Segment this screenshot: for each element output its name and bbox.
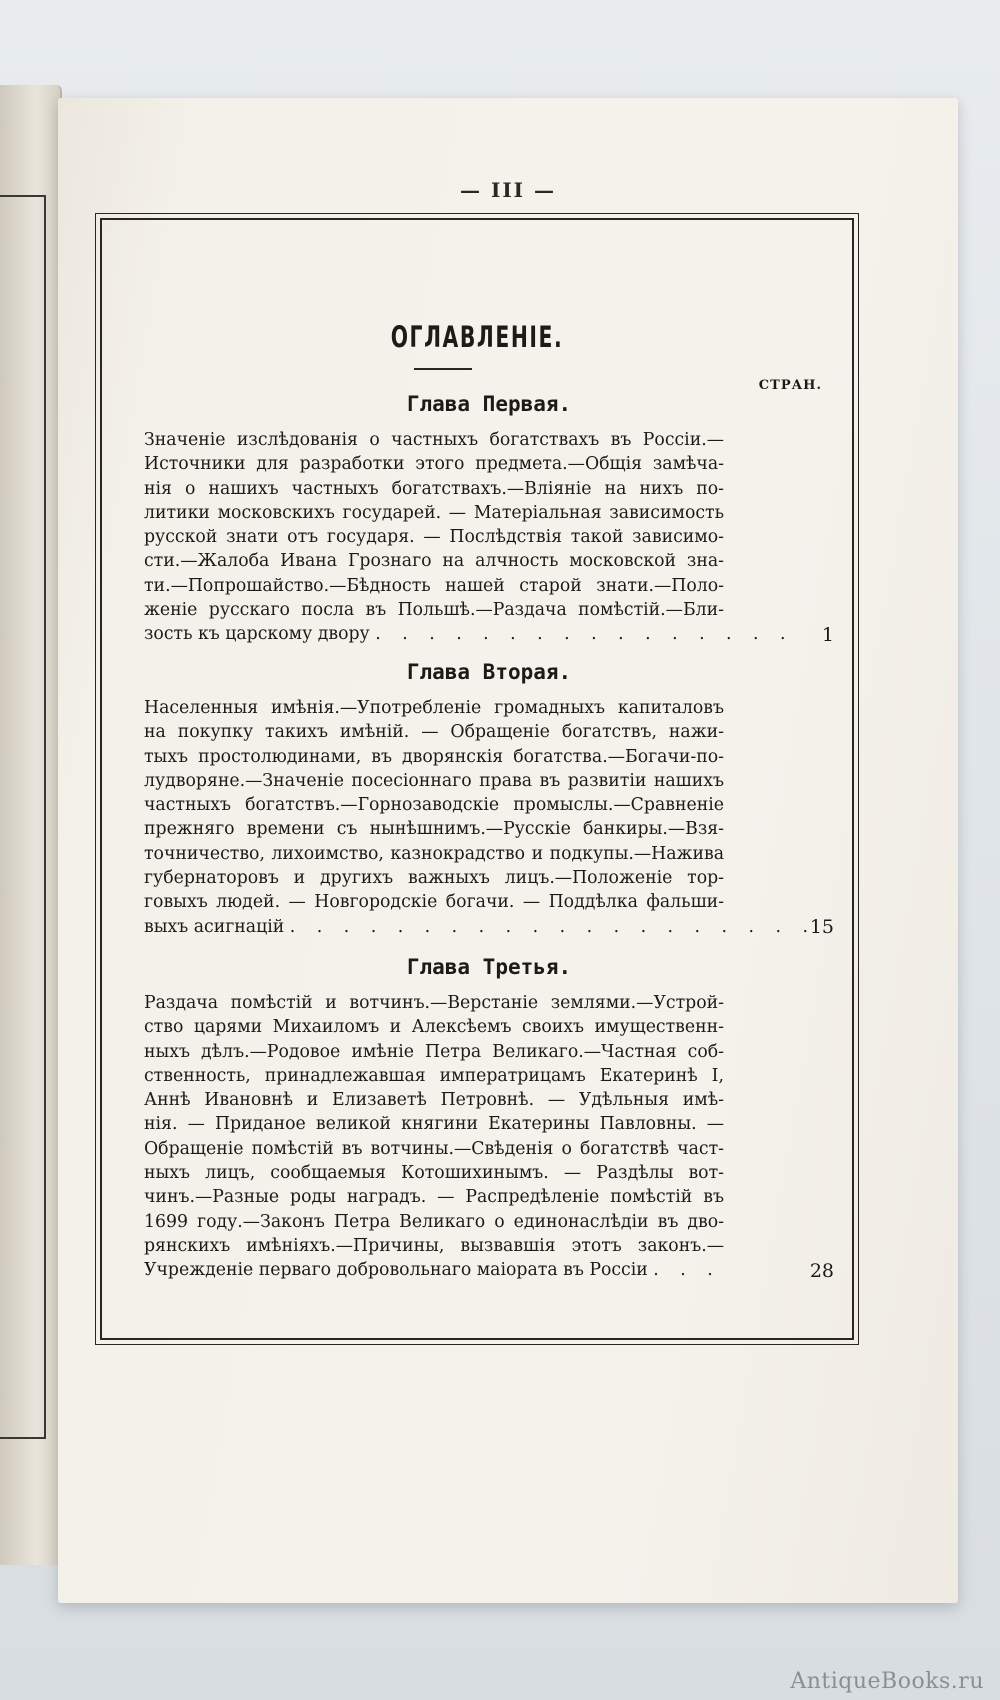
- chapter-page-number: 28: [809, 1259, 834, 1282]
- chapter-page-number: 15: [809, 915, 834, 938]
- summary-last-text: выхъ асигнацій: [144, 916, 285, 937]
- chapter-summary: [144, 428, 794, 647]
- summary-line: чинъ.—Разные роды наградъ. — Распредѣленіе помѣстій въ: [144, 1187, 724, 1208]
- summary-line: прежняго времени съ нынѣшнимъ.—Русскіе банкиры.—Взя-: [144, 819, 724, 840]
- summary-line: нія о нашихъ частныхъ богатствахъ.—Вліяніе на нихъ по-: [144, 478, 724, 499]
- summary-line: русской знати отъ государя. — Послѣдствія такой зависимо-: [144, 527, 724, 548]
- chapter-summary: [144, 991, 724, 1283]
- summary-line: говыхъ людей. — Новгородскіе богачи. — Поддѣлка фальши-: [144, 892, 724, 913]
- dot-leader: . . .: [653, 1260, 721, 1281]
- summary-line: нія. — Приданое великой княгини Екатерины Павловны. —: [144, 1114, 724, 1135]
- summary-line: ныхъ дѣлъ.—Родовое имѣніе Петра Великаго.—Частная соб-: [144, 1041, 724, 1062]
- dot-leader: . . . . . . . . . . . . . . . . . . . .: [289, 916, 816, 937]
- summary-line: сти.—Жалоба Ивана Грознаго на алчность московской зна-: [144, 551, 724, 572]
- summary-line: ственность, принадлежавшая императрицамъ Екатеринѣ I,: [144, 1065, 724, 1086]
- dot-leader: . . . . . . . . . . . . . . . .: [375, 624, 794, 645]
- summary-line: на покупку такихъ имѣній. — Обращеніе богатствъ, нажи-: [144, 722, 724, 743]
- summary-line: рянскихъ имѣніяхъ.—Причины, вызвавшія этотъ законъ.—: [144, 1235, 724, 1256]
- page-number: — III —: [460, 178, 556, 202]
- summary-line: губернаторовъ и другихъ важныхъ лицъ.—Положеніе тор-: [144, 868, 724, 889]
- summary-last-text: зость къ царскому двору: [144, 624, 370, 645]
- chapter-heading: Глава Вторая.: [406, 660, 572, 684]
- summary-line: частныхъ богатствъ.—Горнозаводскіе промыслы.—Сравненіе: [144, 795, 724, 816]
- chapter-1: [144, 392, 834, 647]
- summary-line: ныхъ лицъ, сообщаемыя Котошихинымъ. — Раздѣлы вот-: [144, 1163, 724, 1184]
- summary-line: точничество, лихоимство, казнокрадство и подкупы.—Нажива: [144, 843, 724, 864]
- toc-title: ОГЛАВЛЕНІЕ.: [390, 320, 564, 354]
- chapter-page-number: 1: [821, 623, 834, 646]
- summary-line: Источники для разработки этого предмета.—Общія замѣча-: [144, 454, 724, 475]
- summary-line: литики московскихъ государей. — Матеріальная зависимость: [144, 502, 724, 523]
- chapter-2: [144, 660, 834, 939]
- summary-line: ти.—Попрошайство.—Бѣдность нашей старой знати.—Поло-: [144, 575, 724, 596]
- summary-line: ство царями Михаиломъ и Алексѣемъ своихъ имущественн-: [144, 1017, 724, 1038]
- toc-frame: [100, 218, 854, 1340]
- left-page-frame: [0, 195, 46, 1439]
- summary-line: Аннѣ Ивановнѣ и Елизаветѣ Петровнѣ. — Удѣльныя имѣ-: [144, 1090, 724, 1111]
- summary-line: Населенныя имѣнія.—Употребленіе громадныхъ капиталовъ: [144, 698, 724, 718]
- summary-line: тыхъ простолюдинами, въ дворянскія богатства.—Богачи-по-: [144, 746, 724, 767]
- chapter-heading: Глава Первая.: [406, 392, 572, 416]
- chapter-summary: [144, 696, 816, 939]
- summary-last-text: Учрежденіе перваго добровольнаго маіората въ Россіи: [144, 1260, 648, 1281]
- book-page: [58, 98, 958, 1603]
- watermark: AntiqueBooks.ru: [790, 1669, 984, 1694]
- summary-line: Раздача помѣстій и вотчинъ.—Верстаніе землями.—Устрой-: [144, 993, 724, 1013]
- summary-line: Значеніе изслѣдованія о частныхъ богатствахъ въ Россіи.—: [144, 430, 724, 450]
- left-page-edge: [0, 85, 62, 1565]
- summary-line: Обращеніе помѣстій въ вотчины.—Свѣденія о богатствѣ част-: [144, 1138, 724, 1159]
- summary-line: женіе русскаго посла въ Польшѣ.—Раздача помѣстій.—Бли-: [144, 600, 724, 621]
- summary-line: 1699 году.—Законъ Петра Великаго о единонаслѣдіи въ дво-: [144, 1211, 724, 1232]
- chapter-heading: Глава Третья.: [406, 955, 572, 979]
- summary-line: лудворяне.—Значеніе посесіоннаго права въ развитіи нашихъ: [144, 770, 724, 791]
- summary-last-line: [144, 1258, 724, 1282]
- summary-last-line: [144, 915, 816, 939]
- title-rule: [414, 368, 472, 370]
- page-column-heading: СТРАН.: [758, 378, 822, 393]
- summary-last-line: [144, 622, 794, 646]
- chapter-3: [144, 955, 834, 1283]
